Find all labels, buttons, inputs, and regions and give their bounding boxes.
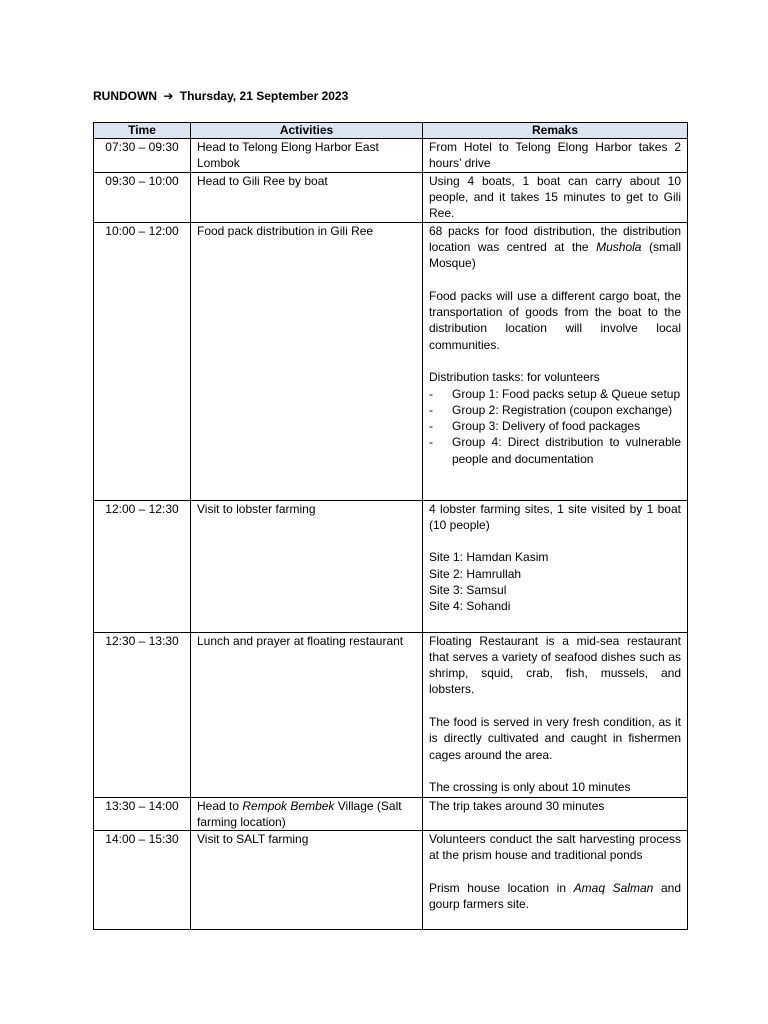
- row-remarks: [423, 172, 688, 222]
- title-label: RUNDOWN: [93, 89, 157, 103]
- remarks-text: From Hotel to Telong Elong Harbor takes 2 hours’ drive: [429, 140, 681, 171]
- task-list: [429, 386, 681, 467]
- list-item: - Group 2: Registration (coupon exchange): [429, 402, 681, 418]
- remarks-italic: Mushola: [596, 239, 642, 254]
- row-activity: Head to Telong Elong Harbor East Lombok: [191, 139, 423, 173]
- remarks-text: The crossing is only about 10 minutes: [429, 780, 631, 795]
- list-item: Site 3: Samsul: [429, 583, 507, 598]
- row-remarks: [423, 222, 688, 500]
- remarks-text: The food is served in very fresh condition, as it is directly cultivated and caught in fishermen cages around the area.: [429, 715, 681, 762]
- row-activity: Visit to lobster farming: [191, 500, 423, 632]
- row-time: 14:00 – 15:30: [94, 831, 191, 930]
- remarks-text-part: Prism house location in: [429, 881, 574, 896]
- remarks-text: [429, 880, 681, 913]
- table-row: [94, 797, 688, 831]
- table-row: [94, 172, 688, 222]
- remarks-text: 4 lobster farming sites, 1 site visited by 1 boat (10 people): [429, 501, 681, 532]
- table-header-row: [94, 123, 688, 139]
- remarks-text: Floating Restaurant is a mid-sea restaurant that serves a variety of seafood dishes such as shrimp, squid, crab, fish, mussels, and lobsters.: [429, 633, 681, 697]
- table-row: [94, 500, 688, 632]
- row-activity: Food pack distribution in Gili Ree: [191, 222, 423, 500]
- remarks-text: Volunteers conduct the salt harvesting process at the prism house and traditional ponds: [429, 832, 681, 863]
- remarks-text-part: (small Mosque): [429, 239, 681, 271]
- row-remarks: [423, 831, 688, 930]
- activity-text-part: Village (Salt farming location): [197, 798, 402, 829]
- title-date: Thursday, 21 September 2023: [179, 89, 349, 103]
- remarks-text: Using 4 boats, 1 boat can carry about 10 people, and it takes 15 minutes to get to Gili Ree.: [429, 173, 681, 221]
- page-title: [93, 87, 348, 105]
- arrow-right-icon: ➔: [163, 89, 174, 103]
- activity-italic: Rempok Bembek: [242, 798, 335, 813]
- table-row: [94, 831, 688, 930]
- list-item: Site 4: Sohandi: [429, 599, 511, 614]
- row-time: 09:30 – 10:00: [94, 172, 191, 222]
- list-item: Site 1: Hamdan Kasim: [429, 550, 549, 565]
- list-item: - Group 1: Food packs setup & Queue setup: [429, 386, 681, 402]
- row-time: 07:30 – 09:30: [94, 139, 191, 173]
- table-row: [94, 222, 688, 500]
- site-list: [429, 549, 681, 614]
- row-remarks: [423, 797, 688, 831]
- table-row: [94, 632, 688, 797]
- remarks-text-part: 68 packs for food distribution, the distribution location was centred at the: [429, 223, 681, 254]
- header-time: Time: [94, 123, 191, 139]
- remarks-text: Distribution tasks: for volunteers: [429, 370, 600, 385]
- activity-text-part: Head to: [197, 798, 243, 813]
- header-remarks: Remaks: [423, 123, 688, 139]
- row-activity: [191, 797, 423, 831]
- remarks-text-part: and gourp farmers site.: [429, 881, 681, 912]
- remarks-text: The trip takes around 30 minutes: [429, 798, 605, 813]
- row-time: 13:30 – 14:00: [94, 797, 191, 831]
- remarks-italic: Amaq Salman: [573, 881, 654, 896]
- table-row: [94, 139, 688, 173]
- remarks-text: [429, 223, 681, 272]
- remarks-text: Food packs will use a different cargo boat, the transportation of goods from the boat to the distribution location will involve local communities.: [429, 288, 681, 352]
- row-remarks: [423, 632, 688, 797]
- row-remarks: [423, 139, 688, 173]
- list-item: - Group 3: Delivery of food packages: [429, 418, 681, 434]
- row-activity: Visit to SALT farming: [191, 831, 423, 930]
- header-activities: Activities: [191, 123, 423, 139]
- list-item: Site 2: Hamrullah: [429, 566, 522, 581]
- row-time: 10:00 – 12:00: [94, 222, 191, 500]
- row-time: 12:00 – 12:30: [94, 500, 191, 632]
- row-remarks: [423, 500, 688, 632]
- row-activity: Head to Gili Ree by boat: [191, 172, 423, 222]
- list-item: - Group 4: Direct distribution to vulnerable people and documentation: [429, 434, 681, 467]
- row-activity: Lunch and prayer at floating restaurant: [191, 632, 423, 797]
- rundown-table: [93, 122, 688, 930]
- row-time: 12:30 – 13:30: [94, 632, 191, 797]
